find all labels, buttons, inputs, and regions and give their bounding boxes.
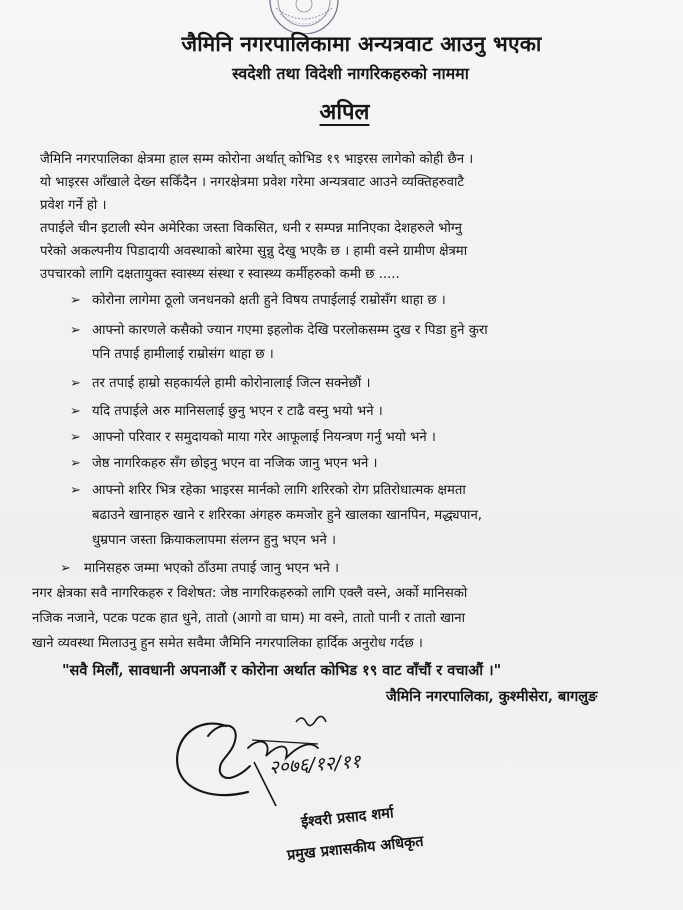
paragraph-1-line: जैमिनि नगरपालिका क्षेत्रमा हाल सम्म कोरोना अर्थात् कोभिड १९ भाइरस लागेको कोही छैन । xyxy=(40,152,474,167)
arrow-bullet-icon: ➢ xyxy=(70,404,81,419)
signatory-title: प्रमुख प्रशासकीय अधिकृत xyxy=(286,833,425,864)
page-heading xyxy=(0,96,683,126)
municipal-seal-stamp xyxy=(258,0,350,34)
heading-text: अपिल xyxy=(319,99,370,125)
arrow-bullet-icon: ➢ xyxy=(70,456,81,471)
bullet-item: कोरोना लागेमा ठूलो जनधनको क्षती हुने विषय तपाईलाई राम्रोसँग थाहा छ । xyxy=(92,293,446,308)
title-line-2: स्वदेशी तथा विदेशी नागरिकहरुको नाममा xyxy=(232,64,469,83)
bullet-item: आफ्नो परिवार र समुदायको माया गरेर आफूलाई नियन्त्रण गर्नु भयो भने । xyxy=(92,430,436,445)
bullet-item: आफ्नो शरिर भित्र रहेका भाइरस मार्नको लागि शरिरको रोग प्रतिरोधात्मक क्षमता xyxy=(92,483,466,498)
paragraph-1-line: प्रवेश गर्ने हो । xyxy=(40,198,107,213)
bullet-item: मानिसहरु जम्मा भएको ठाँउमा तपाई जानु भएन भने । xyxy=(84,561,340,576)
bullet-item: जेष्ठ नागरिकहरु सँग छोइनु भएन वा नजिक जानु भएन भने । xyxy=(92,456,378,471)
signature-date: २०७६/१२/११ xyxy=(268,750,362,779)
paragraph-3-line: खाने व्यवस्था मिलाउनु हुन समेत सवैमा जैमिनि नगरपालिका हार्दिक अनुरोध गर्दछ । xyxy=(32,636,423,651)
arrow-bullet-icon: ➢ xyxy=(60,561,71,576)
handwritten-signature xyxy=(168,696,498,816)
title-line-1: जैमिनि नगरपालिकामा अन्यत्रवाट आउनु भएका xyxy=(181,31,542,56)
bullet-item-continuation: बढाउने खानाहरु खाने र शरिरका अंगहरु कमजोर हुने खालका खानपिन, मद्ध्यपान, xyxy=(92,508,482,523)
bullet-item: यदि तपाईले अरु मानिसलाई छुनु भएन र टाढै वस्नु भयो भने । xyxy=(92,404,383,419)
paragraph-1-line: यो भाइरस आँखाले देख्न सकिँदैन । नगरक्षेत्रमा प्रवेश गरेमा अन्यत्रवाट आउने व्यक्तिहरुवाटै xyxy=(40,175,465,190)
paragraph-3-line: नगर क्षेत्रका सवै नागरिकहरु र विशेषत: जेष्ठ नागरिकहरुको लागि एक्लै वस्ने, अर्को मानिसको xyxy=(32,586,468,601)
arrow-bullet-icon: ➢ xyxy=(70,376,81,391)
closing-slogan: "सवै मिलौं, सावधानी अपनाऔं र कोरोना अर्थात कोभिड १९ वाट वाँचौं र वचाऔं ।" xyxy=(62,662,502,679)
paragraph-2-line: परेको अकल्पनीय पिडादायी अवस्थाको बारेमा सुन्नु देखु भएकै छ । हामी वस्ने ग्रामीण क्षेत्रमा xyxy=(40,244,468,259)
arrow-bullet-icon: ➢ xyxy=(70,430,81,445)
signatory-name: ईश्वरी प्रसाद शर्मा xyxy=(300,805,395,831)
bullet-item: तर तपाई हाम्रो सहकार्यले हामी कोरोनालाई जित्न सक्नेछौं । xyxy=(92,376,371,391)
arrow-bullet-icon: ➢ xyxy=(70,323,81,338)
arrow-bullet-icon: ➢ xyxy=(70,483,81,498)
bullet-item: आफ्नो कारणले कसैको ज्यान गएमा इहलोक देखि परलोकसम्म दुख र पिडा हुने कुरा xyxy=(92,323,488,338)
paragraph-2-line: तपाईले चीन इटाली स्पेन अमेरिका जस्ता विकसित, धनी र सम्पन्न मानिएका देशहरुले भोग्नु xyxy=(40,221,462,236)
bullet-item-continuation: धुम्रपान जस्ता क्रियाकलापमा संलग्न हुनु भएन भने । xyxy=(92,533,336,548)
paragraph-2-line: उपचारको लागि दक्षतायुक्त स्वास्थ्य संस्था र स्वास्थ्य कर्मीहरुको कमी छ ..... xyxy=(40,267,400,282)
arrow-bullet-icon: ➢ xyxy=(70,293,81,308)
paragraph-3-line: नजिक नजाने, पटक पटक हात धुने, तातो (आगो वा घाम) मा वस्ने, तातो पानी र तातो खाना xyxy=(32,611,466,626)
organization-signoff: जैमिनि नगरपालिका, कुश्मीसेरा, बागलुङ xyxy=(386,688,598,705)
bullet-item-continuation: पनि तपाई हामीलाई राम्रोसंग थाहा छ । xyxy=(92,347,274,362)
